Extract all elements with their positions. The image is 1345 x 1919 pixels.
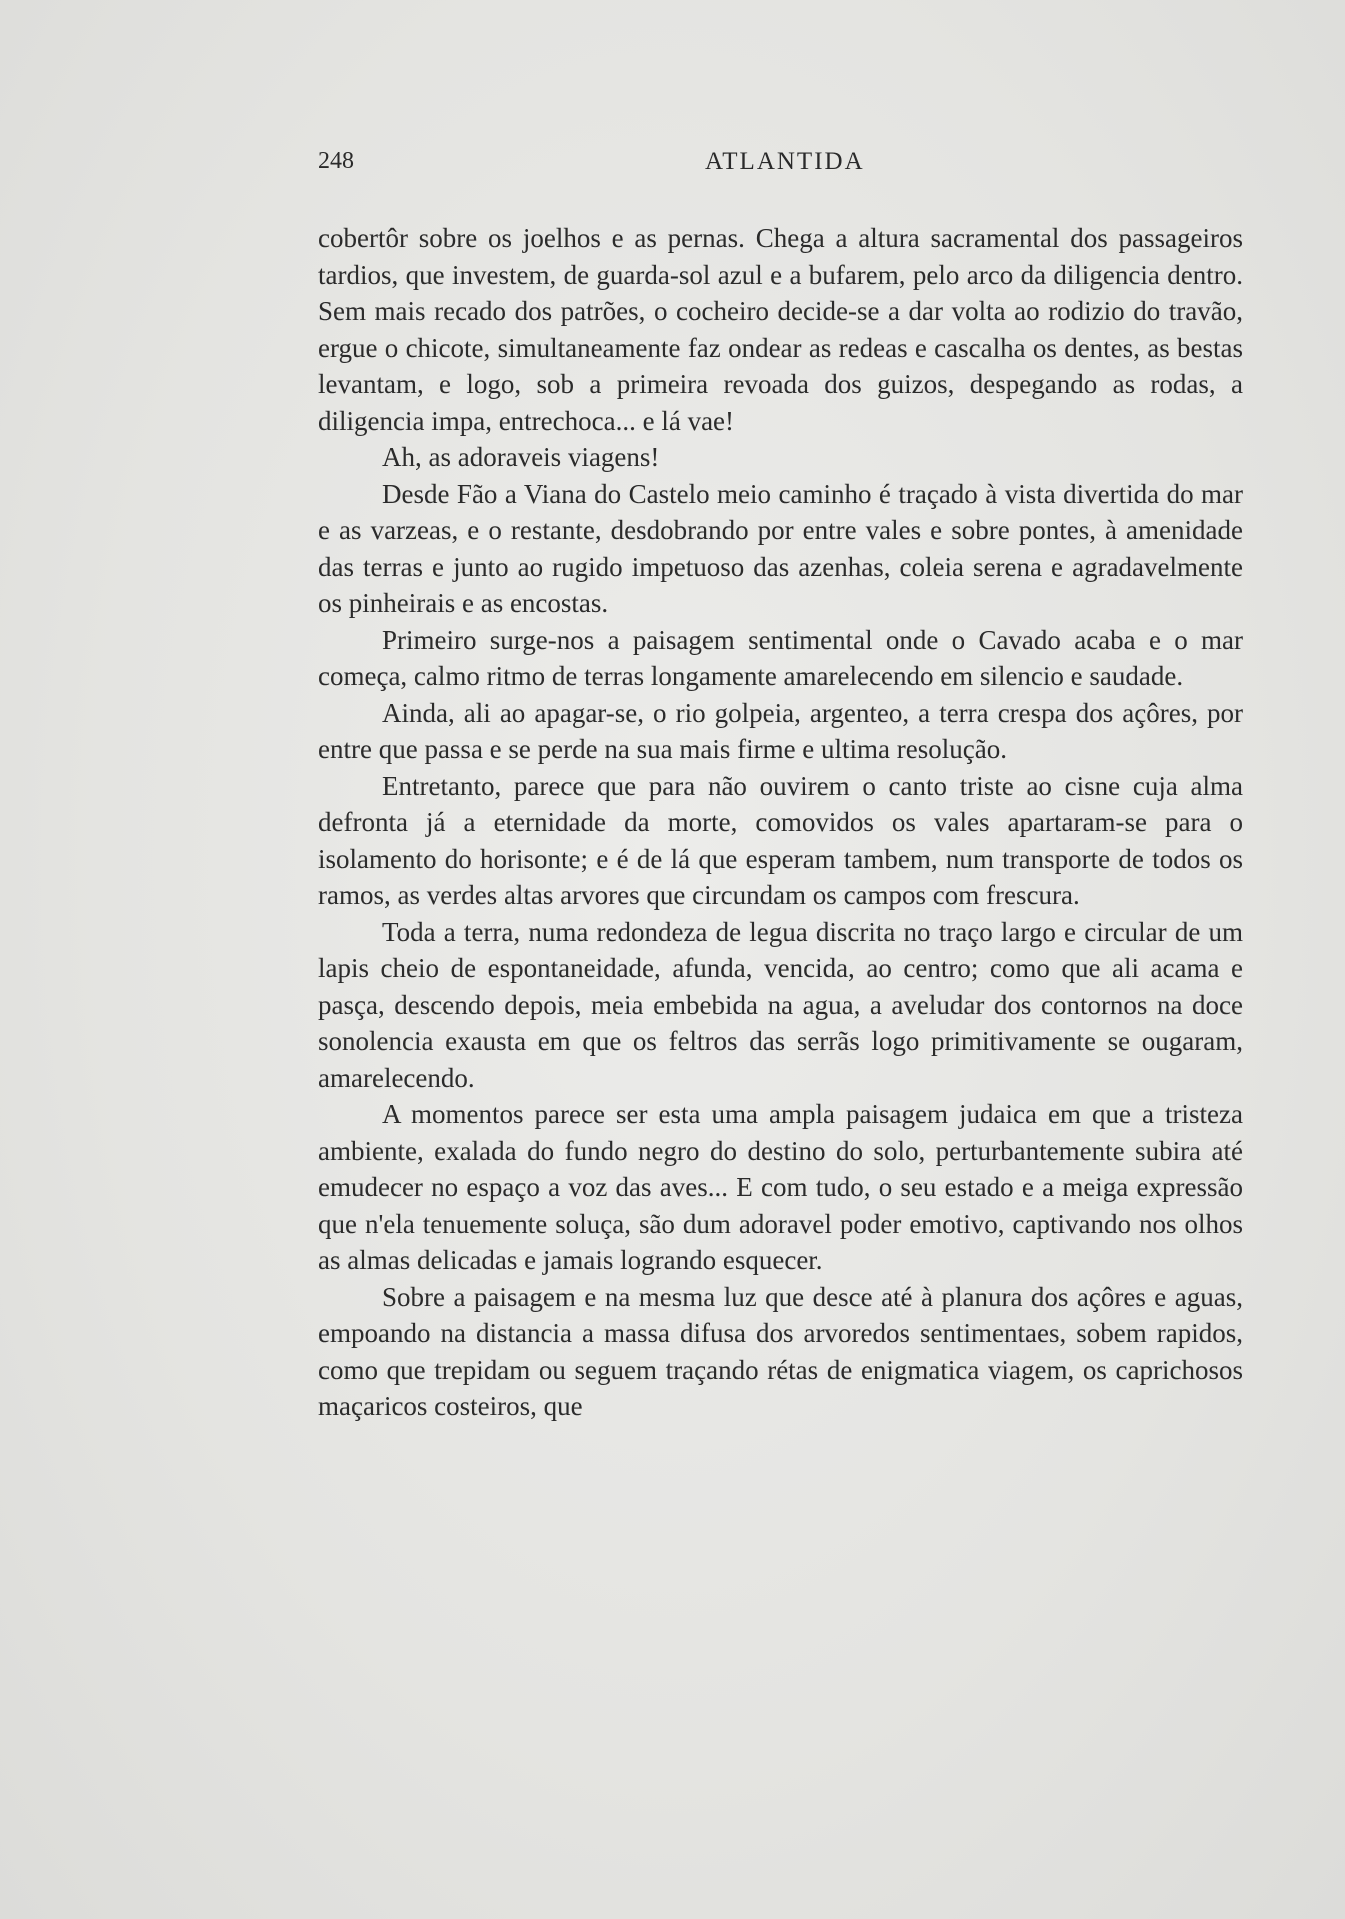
- body-text: [318, 220, 1243, 1425]
- paragraph: A momentos parece ser esta uma ampla paisagem judaica em que a tristeza ambiente, exalada do fundo negro do destino do solo, perturbantemente subira até emudecer no espaço a voz das aves... E com tudo, o seu estado e a meiga expressão que n'ela tenuemente soluça, são dum adoravel poder emotivo, captivando nos olhos as almas delicadas e jamais logrando esquecer.: [318, 1099, 1243, 1275]
- paragraph: cobertôr sobre os joelhos e as pernas. Chega a altura sacramental dos passageiros tardios, que investem, de guarda-sol azul e a bufarem, pelo arco da diligencia dentro. Sem mais recado dos patrões, o cocheiro decide-se a dar volta ao rodizio do travão, ergue o chicote, simultaneamente faz ondear as redeas e cascalha os dentes, as bestas levantam, e logo, sob a primeira revoada dos guizos, despegando as rodas, a diligencia impa, entrechoca... e lá vae!: [318, 223, 1243, 436]
- running-title: ATLANTIDA: [705, 148, 865, 175]
- paragraph: Ainda, ali ao apagar-se, o rio golpeia, argenteo, a terra crespa dos açôres, por entre que passa e se perde na sua mais firme e ultima resolução.: [318, 697, 1243, 764]
- paragraph: Desde Fão a Viana do Castelo meio caminho é traçado à vista divertida do mar e as varzeas, e o restante, desdobrando por entre vales e sobre pontes, à amenidade das terras e junto ao rugido impetuoso das azenhas, coleia serena e agradavelmente os pinheirais e as encostas.: [318, 478, 1243, 618]
- paragraph: Toda a terra, numa redondeza de legua discrita no traço largo e circular de um lapis cheio de espontaneidade, afunda, vencida, ao centro; como que ali acama e pasça, descendo depois, meia embebida na agua, a aveludar dos contornos na doce sonolencia exausta em que os feltros das serrãs logo primitivamente se ougaram, amarelecendo.: [318, 916, 1243, 1093]
- page-number: 248: [318, 148, 354, 174]
- paragraph: Ah, as adoraveis viagens!: [382, 442, 660, 472]
- page-header: [318, 148, 1243, 188]
- paragraph: Entretanto, parece que para não ouvirem o canto triste ao cisne cuja alma defronta já a eternidade da morte, comovidos os vales apartaram-se para o isolamento do horisonte; e é de lá que esperam tambem, num transporte de todos os ramos, as verdes altas arvores que circundam os campos com frescura.: [318, 770, 1243, 910]
- paragraph: Sobre a paisagem e na mesma luz que desce até à planura dos açôres e aguas, empoando na distancia a massa difusa dos arvoredos sentimentaes, sobem rapidos, como que trepidam ou seguem traçando rétas de enigmatica viagem, os caprichosos maçaricos costeiros, que: [318, 1281, 1243, 1421]
- paragraph: Primeiro surge-nos a paisagem sentimental onde o Cavado acaba e o mar começa, calmo ritmo de terras longamente amarelecendo em silencio e saudade.: [318, 624, 1243, 691]
